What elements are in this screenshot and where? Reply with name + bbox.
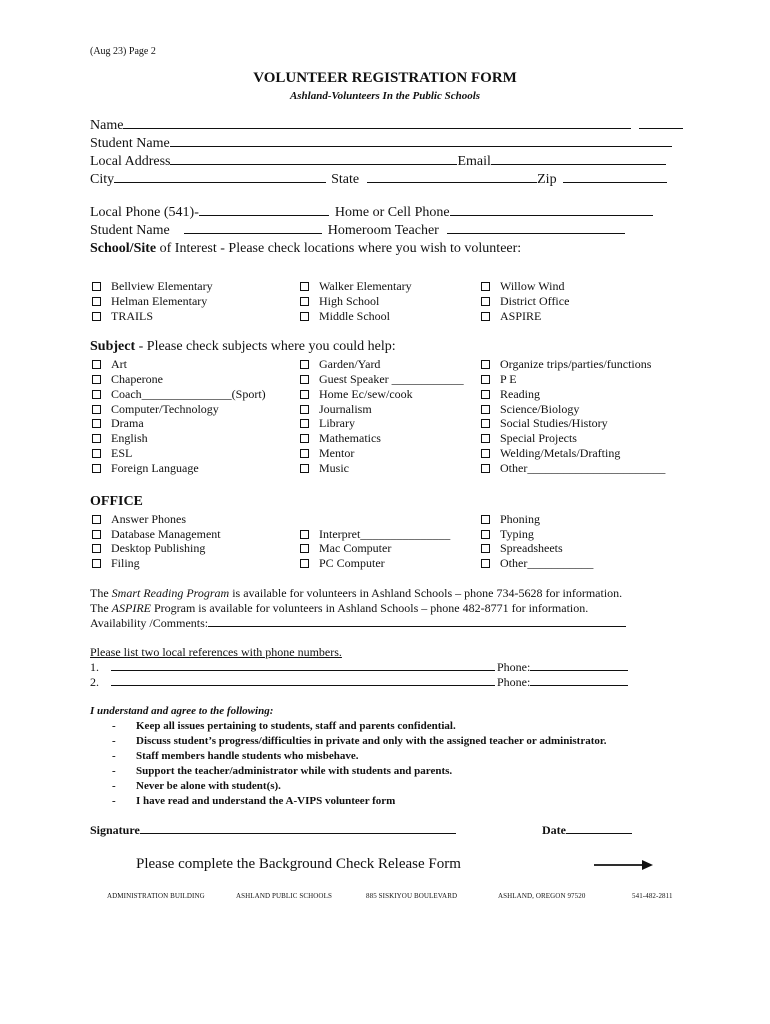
checkbox[interactable] [481,419,490,428]
checkbox[interactable] [92,360,101,369]
aspire-text: The ASPIRE Program is available for volunteers in Ashland Schools – phone 482-8771 for information. [90,601,589,615]
zip-field[interactable] [563,182,667,183]
site-helman[interactable]: Helman Elementary [92,294,207,309]
state-field[interactable] [367,182,537,183]
checkbox[interactable] [92,405,101,414]
office-desktop-publishing[interactable]: Desktop Publishing [92,541,205,556]
availability-field[interactable] [208,626,626,627]
office-phoning[interactable]: Phoning [481,512,540,527]
background-check-text: Please complete the Background Check Release Form [136,856,461,872]
site-trails[interactable]: TRAILS [92,309,153,324]
student-name-field[interactable] [170,146,672,147]
footer-city: ASHLAND, OREGON 97520 [498,892,586,900]
agreement-item: - Never be alone with student(s). [112,780,281,792]
name-field[interactable] [123,128,631,129]
zip-label: Zip [537,172,557,187]
agreement-item: - Staff members handle students who misbehave. [112,750,359,762]
office-answer-phones[interactable]: Answer Phones [92,512,186,527]
signature-field[interactable] [140,833,456,834]
city-field[interactable] [114,182,326,183]
checkbox[interactable] [481,464,490,473]
references-heading: Please list two local references with phone numbers. [90,645,342,659]
reference-2-field[interactable] [111,685,495,686]
homeroom-teacher-field[interactable] [447,233,625,234]
agreement-item: - Keep all issues pertaining to students, staff and parents confidential. [112,720,456,732]
agreement-item: - Support the teacher/administrator while with students and parents. [112,765,453,777]
local-address-field[interactable] [170,164,457,165]
subject-mentor[interactable]: Mentor [300,446,354,461]
homeroom-teacher-label: Homeroom Teacher [327,223,439,238]
checkbox[interactable] [300,419,309,428]
local-phone-field[interactable] [199,215,329,216]
availability-row [90,616,626,631]
subject-home-ec[interactable]: Home Ec/sew/cook [300,387,413,402]
subject-social-studies[interactable]: Social Studies/History [481,416,608,431]
office-pc-computer[interactable]: PC Computer [300,556,385,571]
checkbox[interactable] [300,544,309,553]
checkbox[interactable] [92,449,101,458]
subject-other[interactable]: Other_______________________ [481,461,665,476]
checkbox[interactable] [481,434,490,443]
site-bellview[interactable]: Bellview Elementary [92,279,213,294]
subject-journalism[interactable]: Journalism [300,402,372,417]
subject-library[interactable]: Library [300,416,355,431]
checkbox[interactable] [300,434,309,443]
local-address-label: Local Address [90,154,171,169]
checkbox[interactable] [92,464,101,473]
footer-schools: ASHLAND PUBLIC SCHOOLS [236,892,332,900]
subject-mathematics[interactable]: Mathematics [300,431,381,446]
checkbox[interactable] [92,297,101,306]
reference-2-phone-field[interactable] [530,685,628,686]
checkbox[interactable] [481,312,490,321]
site-high-school[interactable]: High School [300,294,379,309]
subject-guest-speaker[interactable]: Guest Speaker ____________ [300,372,464,387]
subject-chaperone[interactable]: Chaperone [92,372,163,387]
checkbox[interactable] [481,360,490,369]
checkbox[interactable] [92,390,101,399]
office-database-management[interactable]: Database Management [92,527,221,542]
office-filing[interactable]: Filing [92,556,140,571]
date-label: Date [542,823,566,837]
home-cell-phone-label: Home or Cell Phone [334,205,450,220]
checkbox[interactable] [92,544,101,553]
office-spreadsheets[interactable]: Spreadsheets [481,541,563,556]
arrow-right-icon [592,858,654,872]
subject-garden-yard[interactable]: Garden/Yard [300,357,380,372]
subject-pe[interactable]: P E [481,372,517,387]
checkbox[interactable] [481,282,490,291]
checkbox[interactable] [300,464,309,473]
student-name-label: Student Name [90,136,170,151]
agreement-heading: I understand and agree to the following: [90,705,274,717]
smart-reading-text: The Smart Reading Program is available for volunteers in Ashland Schools – phone 734-5628 for information. [90,586,623,600]
checkbox[interactable] [300,405,309,414]
checkbox[interactable] [300,282,309,291]
footer-building: ADMINISTRATION BUILDING [107,892,205,900]
checkbox[interactable] [92,282,101,291]
site-walker[interactable]: Walker Elementary [300,279,412,294]
checkbox[interactable] [300,449,309,458]
checkbox[interactable] [92,419,101,428]
state-label: State [331,172,360,187]
site-middle-school[interactable]: Middle School [300,309,390,324]
date-field[interactable] [566,833,632,834]
agreement-item: - Discuss student’s progress/difficulties in private and only with the assigned teacher or administrator. [112,735,607,747]
subject-reading[interactable]: Reading [481,387,540,402]
city-label: City [90,172,115,187]
signature-label: Signature [90,823,140,837]
checkbox[interactable] [92,312,101,321]
site-aspire[interactable]: ASPIRE [481,309,541,324]
checkbox[interactable] [300,530,309,539]
subject-computer-technology[interactable]: Computer/Technology [92,402,219,417]
subject-science-biology[interactable]: Science/Biology [481,402,579,417]
local-phone-label: Local Phone (541)- [90,205,199,220]
city-row [90,172,667,188]
form-title: VOLUNTEER REGISTRATION FORM [253,70,517,86]
checkbox[interactable] [300,297,309,306]
subject-foreign-language[interactable]: Foreign Language [92,461,199,476]
page-reference: (Aug 23) Page 2 [90,46,156,57]
form-subtitle: Ashland-Volunteers In the Public Schools [289,90,481,102]
checkbox[interactable] [300,390,309,399]
agreement-item: - I have read and understand the A-VIPS volunteer form [112,795,396,807]
school-site-heading: School/Site of Interest - Please check locations where you wish to volunteer: [90,241,522,256]
footer-phone: 541-482-2811 [632,892,673,900]
reference-1-field[interactable] [111,670,495,671]
name-extra-field[interactable] [639,128,683,129]
reference-1-row: 1. Phone: [90,660,628,675]
checkbox[interactable] [481,449,490,458]
checkbox[interactable] [481,544,490,553]
site-willow-wind[interactable]: Willow Wind [481,279,564,294]
address-row [90,154,666,170]
checkbox[interactable] [481,515,490,524]
office-mac-computer[interactable]: Mac Computer [300,541,391,556]
subject-english[interactable]: English [92,431,148,446]
subject-special-projects[interactable]: Special Projects [481,431,577,446]
student-name-2-label: Student Name [90,223,170,238]
subject-drama[interactable]: Drama [92,416,144,431]
reference-2-row: 2. Phone: [90,675,628,690]
subject-heading: Subject - Please check subjects where you could help: [90,339,396,354]
checkbox[interactable] [300,360,309,369]
office-interpret[interactable]: Interpret_______________ [300,527,450,542]
subject-art[interactable]: Art [92,357,127,372]
availability-label: Availability /Comments: [90,616,209,630]
student-name-2-field[interactable] [184,233,322,234]
checkbox[interactable] [300,559,309,568]
subject-welding[interactable]: Welding/Metals/Drafting [481,446,620,461]
subject-organize-trips[interactable]: Organize trips/parties/functions [481,357,651,372]
checkbox[interactable] [92,559,101,568]
site-district-office[interactable]: District Office [481,294,569,309]
checkbox[interactable] [481,559,490,568]
checkbox[interactable] [481,530,490,539]
checkbox[interactable] [481,390,490,399]
checkbox[interactable] [300,312,309,321]
homeroom-row [90,223,625,239]
phone-row [90,205,653,221]
reference-1-phone-field[interactable] [530,670,628,671]
checkbox[interactable] [92,434,101,443]
checkbox[interactable] [92,515,101,524]
home-cell-phone-field[interactable] [450,215,653,216]
name-label: Name [90,118,124,133]
signature-row [90,823,456,838]
checkbox[interactable] [481,297,490,306]
email-label: Email [457,154,491,169]
student-name-row [90,136,672,152]
office-typing[interactable]: Typing [481,527,534,542]
date-row [542,823,632,838]
footer-address: 885 SISKIYOU BOULEVARD [366,892,458,900]
name-row [90,118,683,134]
subject-music[interactable]: Music [300,461,349,476]
checkbox[interactable] [92,530,101,539]
checkbox[interactable] [481,405,490,414]
email-field[interactable] [491,164,666,165]
checkbox[interactable] [481,375,490,384]
subject-coach[interactable]: Coach_______________(Sport) [92,387,266,402]
subject-esl[interactable]: ESL [92,446,132,461]
checkbox[interactable] [300,375,309,384]
checkbox[interactable] [92,375,101,384]
office-other[interactable]: Other___________ [481,556,593,571]
office-heading: OFFICE [90,494,143,509]
